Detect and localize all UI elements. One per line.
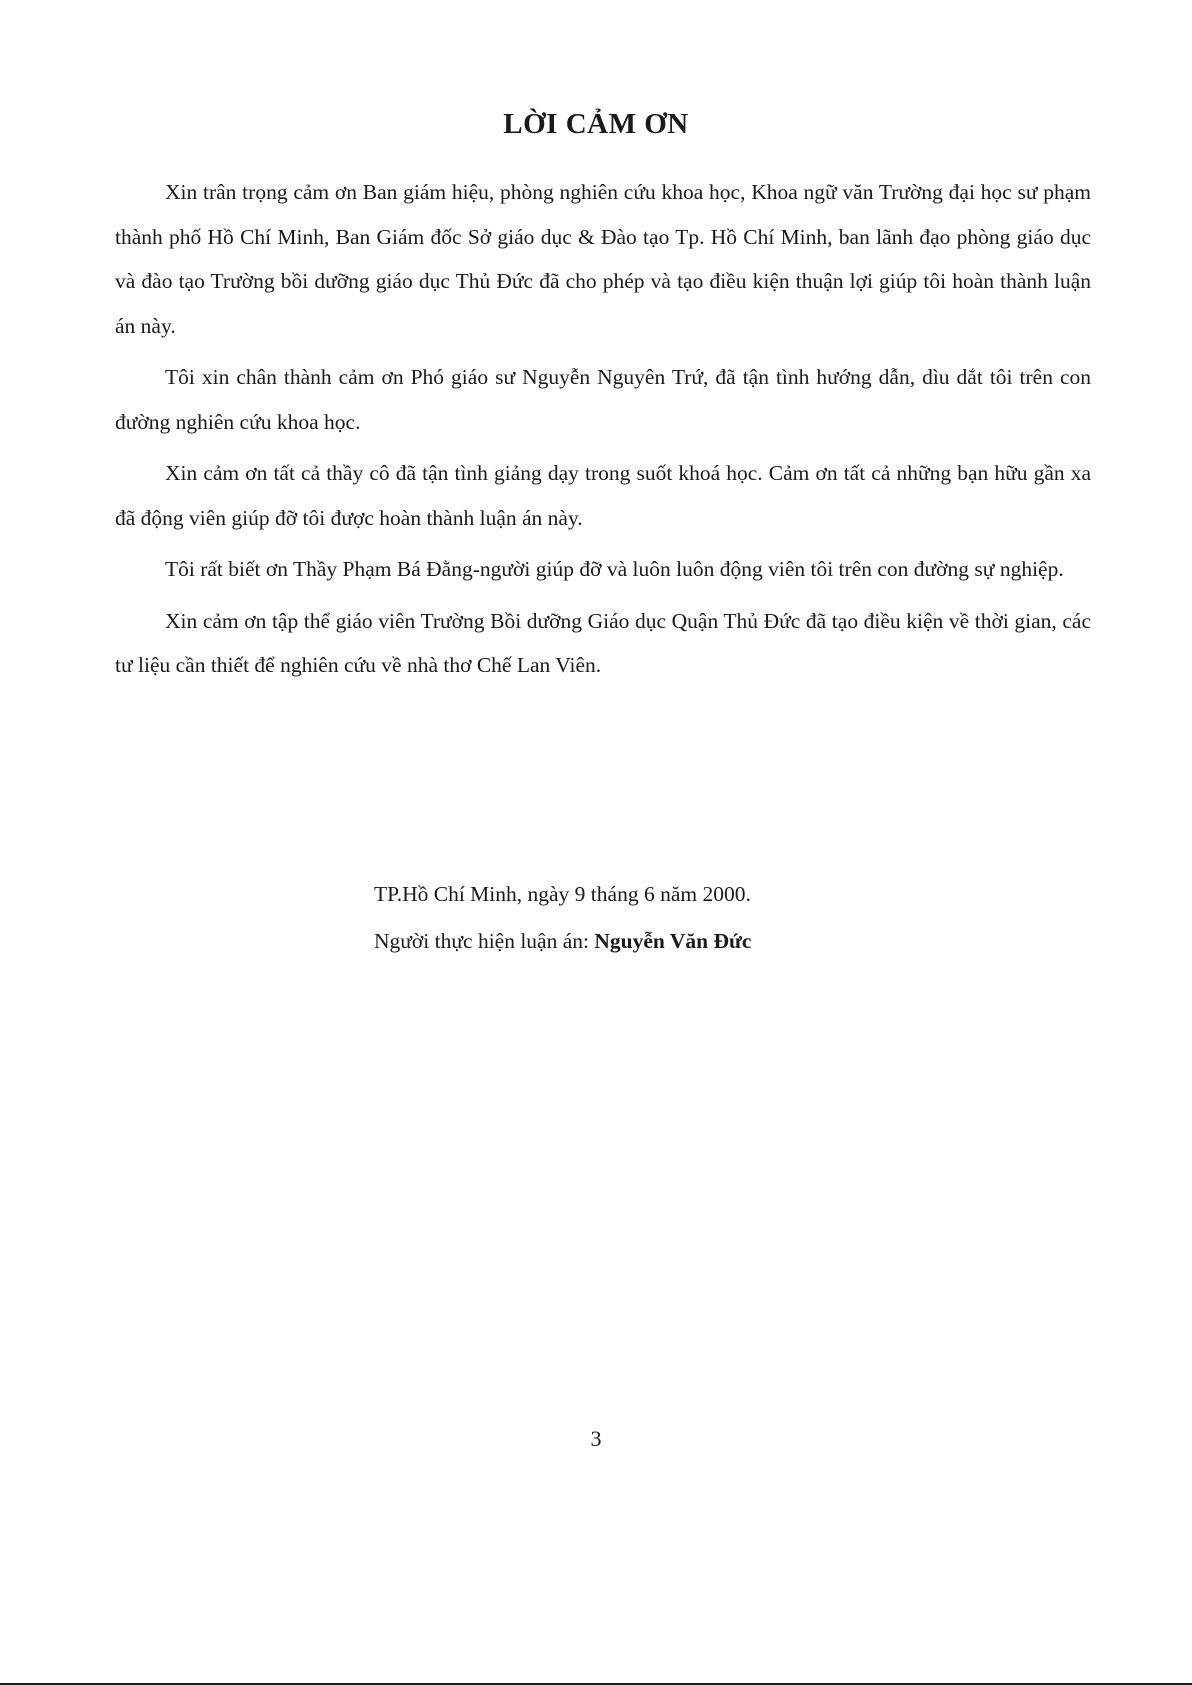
acknowledgement-body — [115, 170, 1091, 695]
author-label: Người thực hiện luận án: — [374, 929, 595, 953]
author-line — [374, 918, 751, 965]
signature-block — [374, 871, 751, 965]
paragraph-1: Xin trân trọng cảm ơn Ban giám hiệu, phòng nghiên cứu khoa học, Khoa ngữ văn Trường đại học sư phạm thành phố Hồ Chí Minh, Ban Giám đốc Sở giáo dục & Đào tạo Tp. Hồ Chí Minh, ban lãnh đạo phòng giáo dục và đào tạo Trường bồi dưỡng giáo dục Thủ Đức đã cho phép và tạo điều kiện thuận lợi giúp tôi hoàn thành luận án này. — [115, 180, 1091, 338]
paragraph-2: Tôi xin chân thành cảm ơn Phó giáo sư Nguyễn Nguyên Trứ, đã tận tình hướng dẫn, dìu dắt tôi trên con đường nghiên cứu khoa học. — [115, 365, 1091, 434]
author-name: Nguyễn Văn Đức — [594, 929, 752, 953]
paragraph-4: Tôi rất biết ơn Thầy Phạm Bá Đằng-người giúp đỡ và luôn luôn động viên tôi trên con đường sự nghiệp. — [165, 557, 1064, 581]
paragraph-3: Xin cảm ơn tất cả thầy cô đã tận tình giảng dạy trong suốt khoá học. Cảm ơn tất cả những bạn hữu gần xa đã động viên giúp đỡ tôi được hoàn thành luận án này. — [115, 461, 1091, 530]
page-title: LỜI CẢM ƠN — [503, 108, 689, 140]
paragraph-5: Xin cảm ơn tập thể giáo viên Trường Bồi dưỡng Giáo dục Quận Thủ Đức đã tạo điều kiện về thời gian, các tư liệu cần thiết để nghiên cứu về nhà thơ Chế Lan Viên. — [115, 608, 1091, 677]
page-number: 3 — [590, 1426, 602, 1451]
place-date: TP.Hồ Chí Minh, ngày 9 tháng 6 năm 2000. — [374, 882, 751, 906]
